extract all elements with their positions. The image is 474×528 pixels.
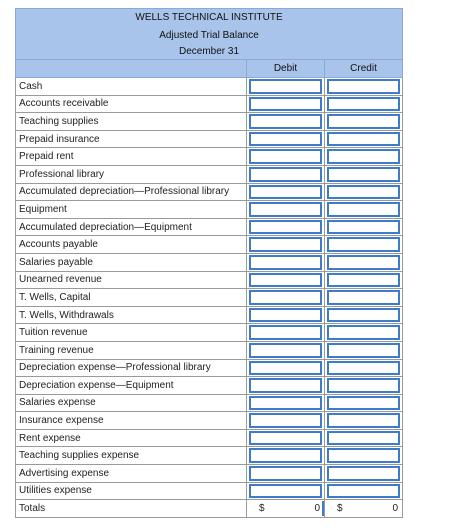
debit-cell (247, 324, 325, 342)
account-name: Training revenue (16, 341, 247, 359)
debit-input[interactable] (249, 466, 322, 481)
account-row (16, 130, 403, 148)
account-row (16, 429, 403, 447)
credit-input[interactable] (327, 431, 400, 446)
credit-input[interactable] (327, 237, 400, 252)
debit-input[interactable] (249, 308, 322, 323)
debit-input[interactable] (249, 431, 322, 446)
account-name: Depreciation expense—Equipment (16, 377, 247, 395)
account-row (16, 183, 403, 201)
debit-cell (247, 113, 325, 131)
credit-input[interactable] (327, 273, 400, 288)
debit-cell (247, 95, 325, 113)
account-name: Utilities expense (16, 482, 247, 500)
account-row (16, 218, 403, 236)
debit-input[interactable] (249, 220, 322, 235)
debit-input[interactable] (249, 79, 322, 94)
debit-column-header: Debit (247, 60, 325, 78)
credit-cell (325, 447, 403, 465)
account-name: Rent expense (16, 429, 247, 447)
credit-cell (325, 78, 403, 96)
credit-input[interactable] (327, 132, 400, 147)
credit-cell (325, 465, 403, 483)
debit-cell (247, 482, 325, 500)
debit-input[interactable] (249, 361, 322, 376)
account-row (16, 253, 403, 271)
debit-cell (247, 165, 325, 183)
debit-total-cell (247, 500, 325, 518)
credit-cell (325, 253, 403, 271)
debit-input[interactable] (249, 484, 322, 499)
credit-cell (325, 412, 403, 430)
account-row (16, 394, 403, 412)
account-row (16, 359, 403, 377)
debit-cell (247, 236, 325, 254)
credit-input[interactable] (327, 466, 400, 481)
account-name: Teaching supplies expense (16, 447, 247, 465)
credit-input[interactable] (327, 308, 400, 323)
account-name: Advertising expense (16, 465, 247, 483)
debit-cell (247, 78, 325, 96)
debit-cell (247, 130, 325, 148)
credit-input[interactable] (327, 343, 400, 358)
credit-cell (325, 113, 403, 131)
debit-input[interactable] (249, 396, 322, 411)
debit-cell (247, 412, 325, 430)
debit-input[interactable] (249, 273, 322, 288)
credit-cell (325, 324, 403, 342)
credit-input[interactable] (327, 448, 400, 463)
account-name: Cash (16, 78, 247, 96)
debit-input[interactable] (249, 343, 322, 358)
credit-input[interactable] (327, 378, 400, 393)
account-row (16, 271, 403, 289)
credit-cell (325, 183, 403, 201)
debit-input[interactable] (249, 290, 322, 305)
credit-input[interactable] (327, 79, 400, 94)
credit-input[interactable] (327, 97, 400, 112)
account-name: Accumulated depreciation—Equipment (16, 218, 247, 236)
credit-input[interactable] (327, 114, 400, 129)
account-row (16, 78, 403, 96)
account-name: Insurance expense (16, 412, 247, 430)
debit-cell (247, 218, 325, 236)
debit-currency-symbol: $ (259, 503, 265, 515)
account-row (16, 324, 403, 342)
debit-input[interactable] (249, 448, 322, 463)
credit-currency-symbol: $ (337, 503, 343, 515)
credit-column-header: Credit (325, 60, 403, 78)
debit-cell (247, 377, 325, 395)
account-row (16, 236, 403, 254)
column-header-row (16, 60, 403, 78)
debit-cell (247, 447, 325, 465)
debit-input[interactable] (249, 114, 322, 129)
account-name: Salaries payable (16, 253, 247, 271)
credit-cell (325, 95, 403, 113)
debit-cell (247, 394, 325, 412)
credit-cell (325, 482, 403, 500)
credit-cell (325, 306, 403, 324)
debit-cell (247, 148, 325, 166)
account-row (16, 341, 403, 359)
account-name: Salaries expense (16, 394, 247, 412)
debit-cell (247, 306, 325, 324)
credit-input[interactable] (327, 220, 400, 235)
header-date-row (16, 44, 403, 60)
account-row (16, 148, 403, 166)
debit-input[interactable] (249, 378, 322, 393)
account-row (16, 482, 403, 500)
debit-cell (247, 465, 325, 483)
debit-input[interactable] (249, 132, 322, 147)
debit-input[interactable] (249, 202, 322, 217)
debit-input[interactable] (249, 413, 322, 428)
credit-cell (325, 148, 403, 166)
credit-cell (325, 236, 403, 254)
credit-input[interactable] (327, 484, 400, 499)
credit-cell (325, 165, 403, 183)
header-statement-row (16, 27, 403, 44)
credit-cell (325, 201, 403, 219)
debit-cell (247, 253, 325, 271)
account-name: Accounts receivable (16, 95, 247, 113)
account-row (16, 165, 403, 183)
debit-input[interactable] (249, 237, 322, 252)
debit-cell (247, 429, 325, 447)
credit-input[interactable] (327, 325, 400, 340)
company-name: WELLS TECHNICAL INSTITUTE (135, 12, 283, 24)
credit-total-cell (325, 500, 403, 518)
debit-cell (247, 201, 325, 219)
credit-input[interactable] (327, 361, 400, 376)
account-row (16, 412, 403, 430)
header-company-row (16, 9, 403, 27)
credit-input[interactable] (327, 167, 400, 182)
account-name: T. Wells, Capital (16, 289, 247, 307)
account-row (16, 465, 403, 483)
credit-cell (325, 218, 403, 236)
credit-input[interactable] (327, 202, 400, 217)
credit-cell (325, 394, 403, 412)
account-row (16, 95, 403, 113)
credit-total-value: 0 (392, 503, 399, 515)
totals-row (16, 500, 403, 518)
debit-input[interactable] (249, 167, 322, 182)
totals-label: Totals (16, 500, 247, 518)
account-name: Prepaid rent (16, 148, 247, 166)
debit-cell (247, 289, 325, 307)
credit-input[interactable] (327, 396, 400, 411)
debit-input[interactable] (249, 255, 322, 270)
account-name: Unearned revenue (16, 271, 247, 289)
debit-cell (247, 341, 325, 359)
credit-cell (325, 289, 403, 307)
credit-cell (325, 429, 403, 447)
account-row (16, 289, 403, 307)
account-row (16, 306, 403, 324)
debit-cell (247, 359, 325, 377)
account-name: Prepaid insurance (16, 130, 247, 148)
debit-input[interactable] (249, 325, 322, 340)
credit-cell (325, 341, 403, 359)
credit-input[interactable] (327, 290, 400, 305)
credit-input[interactable] (327, 255, 400, 270)
account-row (16, 113, 403, 131)
account-row (16, 447, 403, 465)
trial-balance-table (15, 8, 403, 518)
statement-title: Adjusted Trial Balance (159, 29, 259, 41)
credit-cell (325, 130, 403, 148)
credit-input[interactable] (327, 185, 400, 200)
debit-input[interactable] (249, 149, 322, 164)
credit-cell (325, 359, 403, 377)
credit-input[interactable] (327, 413, 400, 428)
account-row (16, 201, 403, 219)
account-name: Professional library (16, 165, 247, 183)
debit-input[interactable] (249, 185, 322, 200)
debit-cell (247, 183, 325, 201)
credit-input[interactable] (327, 149, 400, 164)
account-name: Tuition revenue (16, 324, 247, 342)
debit-input[interactable] (249, 97, 322, 112)
account-name: T. Wells, Withdrawals (16, 306, 247, 324)
account-column-header (16, 60, 247, 78)
account-row (16, 377, 403, 395)
credit-cell (325, 271, 403, 289)
account-name: Depreciation expense—Professional library (16, 359, 247, 377)
credit-cell (325, 377, 403, 395)
account-name: Accumulated depreciation—Professional library (16, 183, 247, 201)
statement-date: December 31 (179, 45, 240, 57)
account-name: Equipment (16, 201, 247, 219)
account-name: Teaching supplies (16, 113, 247, 131)
debit-total-value: 0 (314, 503, 320, 515)
debit-cell (247, 271, 325, 289)
account-name: Accounts payable (16, 236, 247, 254)
